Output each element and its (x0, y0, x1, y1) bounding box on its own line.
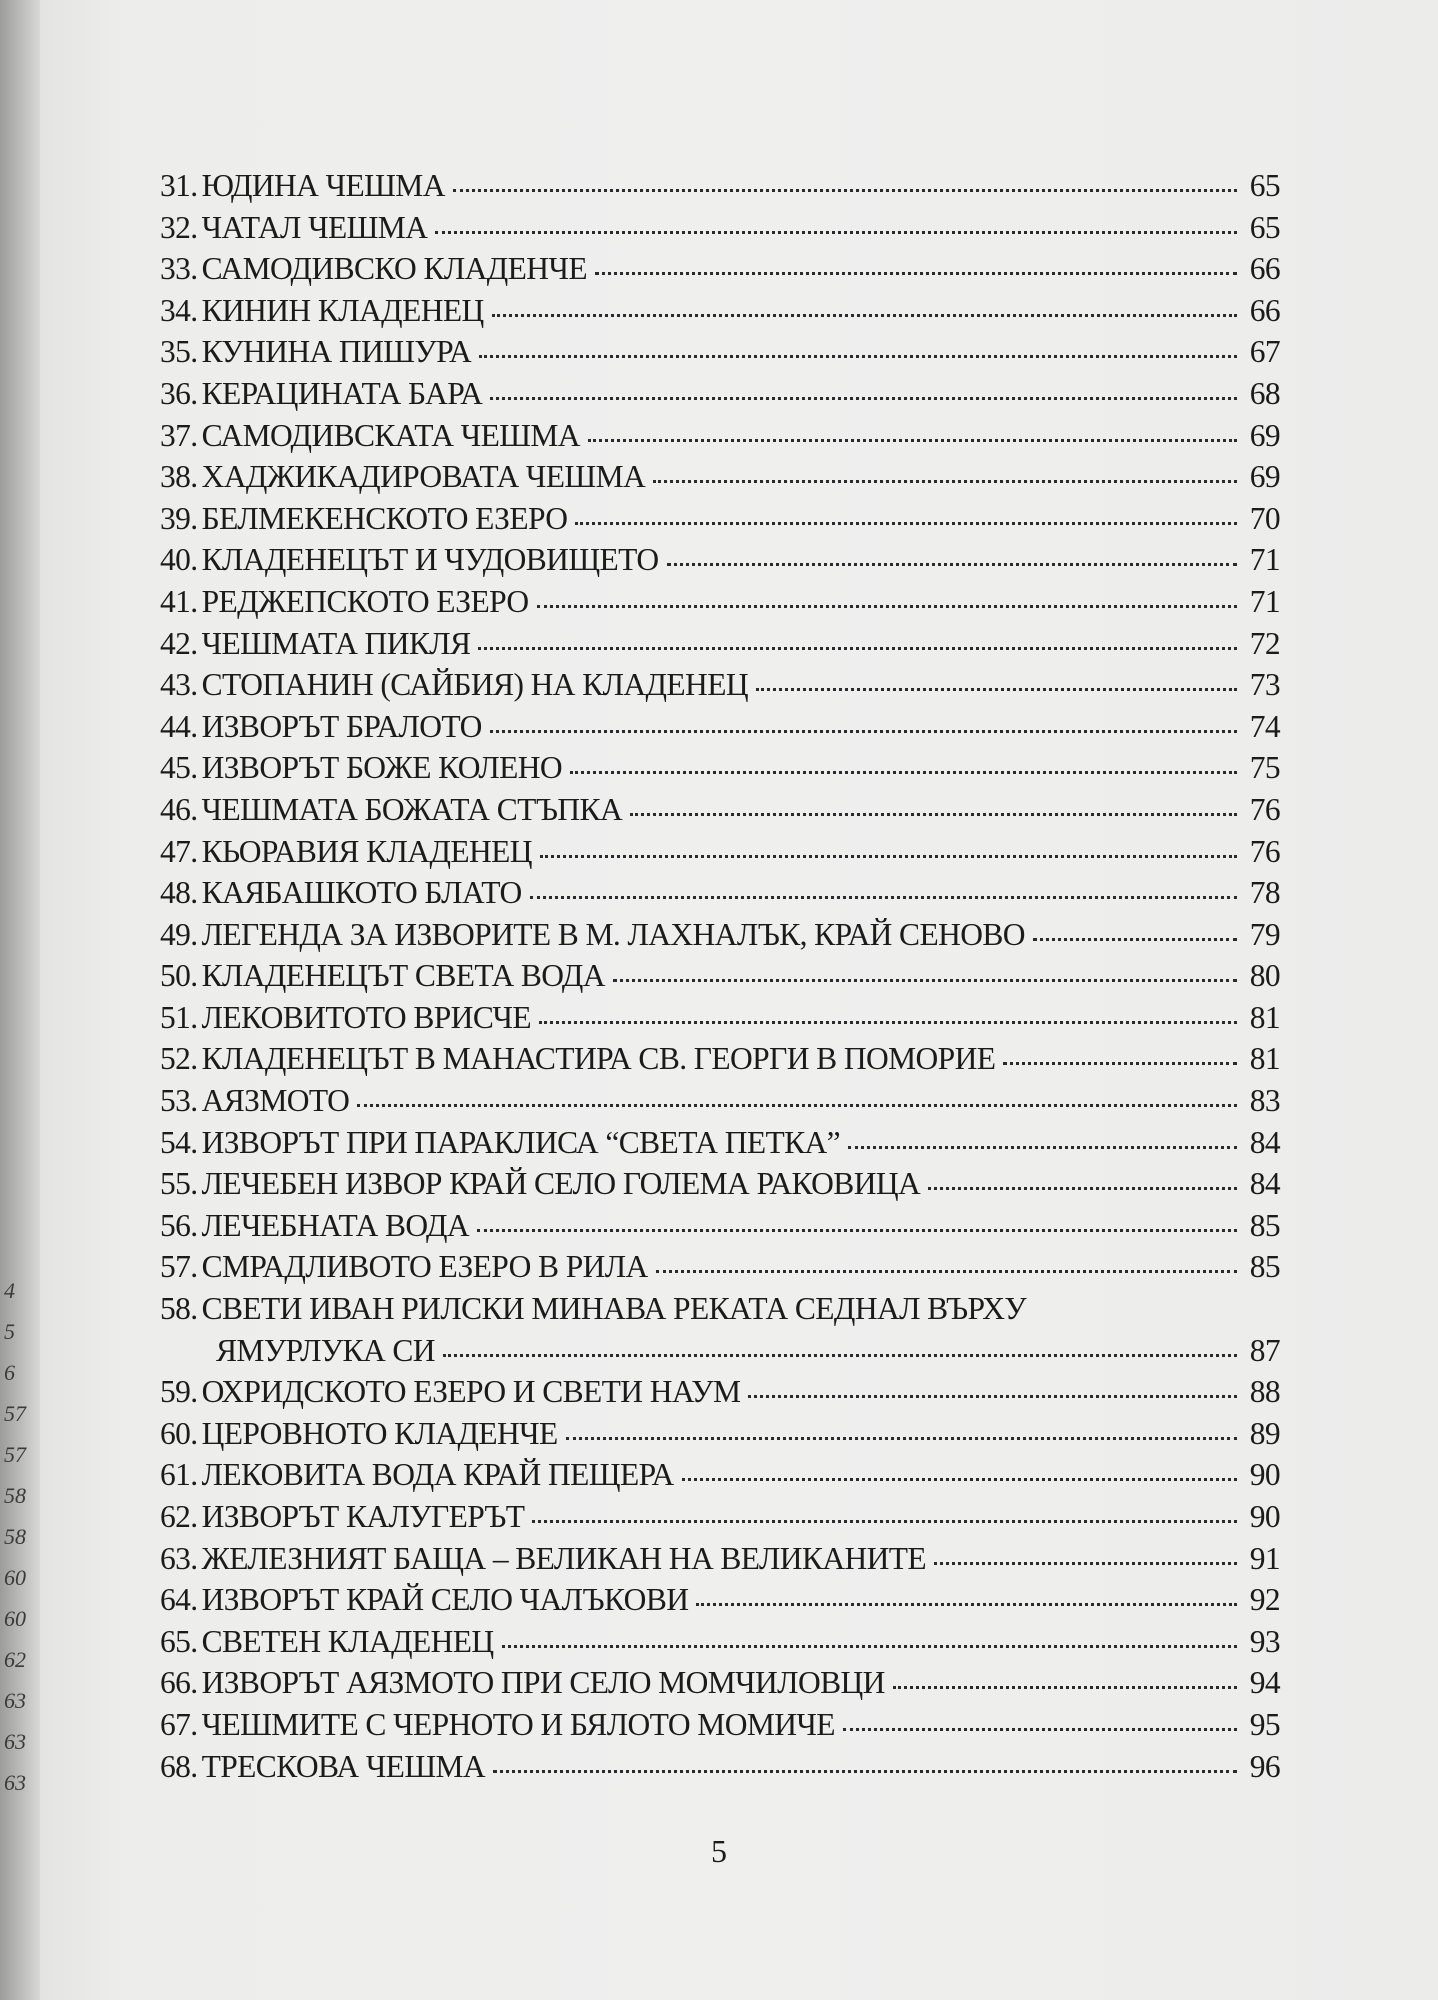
toc-entry (160, 1624, 1280, 1666)
dot-leader (1033, 938, 1237, 941)
toc-entry (160, 1208, 1280, 1250)
dot-leader (696, 1603, 1237, 1606)
toc-entry-page: 65 (1249, 168, 1280, 203)
toc-entry-number: 64. (160, 1582, 198, 1618)
toc-entry-title: КАЯБАШКОТО БЛАТО (201, 875, 522, 911)
toc-entry (160, 626, 1280, 668)
toc-entry-number: 45. (160, 750, 198, 786)
toc-entry-page: 85 (1249, 1249, 1280, 1285)
toc-entry-page: 71 (1249, 542, 1280, 578)
toc-entry-title: СТОПАНИН (САЙБИЯ) НА КЛАДЕНЕЦ (201, 667, 748, 703)
toc-entry-title: ИЗВОРЪТ ПРИ ПАРАКЛИСА “СВЕТА ПЕТКА” (201, 1124, 841, 1160)
toc-entry-page: 91 (1249, 1540, 1280, 1576)
toc-entry-number: 42. (160, 625, 198, 661)
toc-entry-title: ТРЕСКОВА ЧЕШМА (201, 1748, 486, 1784)
toc-entry-number: 35. (160, 334, 198, 370)
dot-leader (575, 522, 1237, 525)
bleed-through-number: 58 (4, 1483, 26, 1508)
toc-entry-number: 48. (160, 875, 198, 911)
toc-entry (160, 875, 1280, 917)
dot-leader (478, 647, 1237, 650)
toc-entry-page: 70 (1249, 500, 1280, 536)
toc-entry-title: ЛЕЧЕБЕН ИЗВОР КРАЙ СЕЛО ГОЛЕМА РАКОВИЦА (201, 1166, 921, 1202)
toc-entry-number: 55. (160, 1166, 198, 1202)
toc-entry-title: КЬОРАВИЯ КЛАДЕНЕЦ (201, 833, 532, 869)
toc-entry-title: ЧЕШМАТА БОЖАТА СТЪПКА (201, 791, 623, 827)
toc-entry (160, 542, 1280, 584)
dot-leader (667, 563, 1237, 566)
toc-entry-number: 58. (160, 1291, 198, 1327)
toc-entry (160, 251, 1280, 293)
toc-entry-title: АЯЗМОТО (201, 1083, 350, 1119)
toc-entry-page: 94 (1249, 1665, 1280, 1701)
dot-leader (453, 189, 1237, 192)
bleed-through-numbers (4, 1270, 44, 1803)
toc-entry-title: ОХРИДСКОТО ЕЗЕРО И СВЕТИ НАУМ (201, 1374, 741, 1410)
toc-entry (160, 376, 1280, 418)
toc-entry-page: 73 (1249, 667, 1280, 703)
dot-leader (748, 1395, 1237, 1398)
toc-entry (160, 917, 1280, 959)
toc-entry-title: ИЗВОРЪТ КРАЙ СЕЛО ЧАЛЪКОВИ (201, 1582, 689, 1618)
toc-entry-number: 47. (160, 833, 198, 869)
toc-entry-number: 39. (160, 500, 198, 536)
dot-leader (570, 771, 1237, 774)
toc-entry-page: 69 (1249, 417, 1280, 453)
toc-entry-page: 81 (1249, 1041, 1280, 1077)
toc-entry-page: 89 (1249, 1415, 1280, 1451)
toc-entry-page: 67 (1249, 334, 1280, 370)
toc-entry-title: КЛАДЕНЕЦЪТ СВЕТА ВОДА (201, 958, 605, 994)
toc-entry (160, 792, 1280, 834)
toc-entry-number: 52. (160, 1041, 198, 1077)
toc-entry-number: 68. (160, 1748, 198, 1784)
toc-entry-number: 65. (160, 1623, 198, 1659)
dot-leader (934, 1562, 1237, 1565)
toc-entry (160, 1041, 1280, 1083)
toc-entry-number: 50. (160, 958, 198, 994)
toc-entry-page: 88 (1249, 1374, 1280, 1410)
toc-entry-number: 51. (160, 999, 198, 1035)
bleed-through-number: 4 (4, 1278, 15, 1303)
dot-leader (435, 231, 1237, 234)
dot-leader (656, 1270, 1237, 1273)
toc-entry-title: САМОДИВСКАТА ЧЕШМА (201, 417, 580, 453)
bleed-through-number: 5 (4, 1319, 15, 1344)
toc-entry (160, 293, 1280, 335)
toc-entry-title: ИЗВОРЪТ БРАЛОТО (201, 708, 482, 744)
dot-leader (653, 480, 1237, 483)
toc-entry-number: 54. (160, 1124, 198, 1160)
toc-entry-title: КУНИНА ПИШУРА (201, 334, 472, 370)
dot-leader (540, 855, 1237, 858)
toc-entry (160, 501, 1280, 543)
toc-entry (160, 1499, 1280, 1541)
toc-entry-page: 90 (1249, 1457, 1280, 1493)
toc-entry-page: 81 (1249, 999, 1280, 1035)
toc-entry-title: КЛАДЕНЕЦЪТ И ЧУДОВИЩЕТО (201, 542, 659, 578)
dot-leader (588, 439, 1237, 442)
toc-entry-title: ЛЕКОВИТА ВОДА КРАЙ ПЕЩЕРА (201, 1457, 674, 1493)
toc-entry (160, 1665, 1280, 1707)
toc-entry (160, 1083, 1280, 1125)
toc-entry-number: 41. (160, 583, 198, 619)
toc-entry-page: 65 (1249, 209, 1280, 245)
dot-leader (530, 896, 1237, 899)
toc-entry (160, 1249, 1280, 1291)
toc-entry-number: 38. (160, 459, 198, 495)
toc-entry (160, 1000, 1280, 1042)
toc-entry-number: 53. (160, 1083, 198, 1119)
page-number: 5 (711, 1833, 727, 1869)
toc-entry-page: 87 (1249, 1332, 1280, 1368)
toc-entry-title: ЧЕШМАТА ПИКЛЯ (201, 625, 471, 661)
bleed-through-number: 62 (4, 1647, 26, 1672)
toc-entry-title: ЛЕКОВИТОТО ВРИСЧЕ (201, 999, 531, 1035)
toc-entry-title: ЮДИНА ЧЕШМА (201, 168, 445, 203)
dot-leader (532, 1520, 1237, 1523)
toc-entry (160, 1125, 1280, 1167)
toc-entry-page: 76 (1249, 833, 1280, 869)
toc-entry-number: 62. (160, 1499, 198, 1534)
dot-leader (630, 813, 1237, 816)
bleed-through-number: 63 (4, 1770, 26, 1795)
toc-entry (160, 334, 1280, 376)
dot-leader (566, 1437, 1237, 1440)
toc-entry-page: 93 (1249, 1623, 1280, 1659)
toc-entry-page: 85 (1249, 1207, 1280, 1243)
toc-entry-page: 68 (1249, 375, 1280, 411)
toc-entry-title: ЛЕЧЕБНАТА ВОДА (201, 1207, 470, 1243)
toc-entry-number: 67. (160, 1706, 198, 1742)
toc-entry (160, 1541, 1280, 1583)
toc-entry-page: 90 (1249, 1499, 1280, 1534)
toc-entry-title: ЖЕЛЕЗНИЯТ БАЩА – ВЕЛИКАН НА ВЕЛИКАНИТЕ (201, 1540, 927, 1576)
dot-leader (479, 355, 1237, 358)
toc-entry-title: ХАДЖИКАДИРОВАТА ЧЕШМА (201, 459, 646, 495)
toc-entry-page: 96 (1249, 1748, 1280, 1784)
toc-entry-number: 34. (160, 292, 198, 328)
toc-entry (160, 1582, 1280, 1624)
toc-entry-number: 33. (160, 251, 198, 287)
dot-leader (843, 1728, 1237, 1731)
dot-leader (613, 979, 1237, 982)
toc-entry-number: 66. (160, 1665, 198, 1701)
dot-leader (928, 1187, 1237, 1190)
toc-entry (160, 1707, 1280, 1749)
toc-entry-title: ЧАТАЛ ЧЕШМА (201, 209, 428, 245)
dot-leader (357, 1104, 1237, 1107)
bleed-through-number: 60 (4, 1606, 26, 1631)
bleed-through-number: 60 (4, 1565, 26, 1590)
toc-entry (160, 1416, 1280, 1458)
toc-entry-title: КЛАДЕНЕЦЪТ В МАНАСТИРА СВ. ГЕОРГИ В ПОМОРИЕ (201, 1041, 996, 1077)
toc-entry (160, 168, 1280, 210)
dot-leader (537, 605, 1237, 608)
toc-entry (160, 1291, 1280, 1333)
toc-entry-number: 57. (160, 1249, 198, 1285)
toc-entry-number: 37. (160, 417, 198, 453)
bleed-through-number: 6 (4, 1360, 15, 1385)
toc-entry-title: ИЗВОРЪТ АЯЗМОТО ПРИ СЕЛО МОМЧИЛОВЦИ (201, 1665, 885, 1701)
toc-entry (160, 958, 1280, 1000)
toc-entry (160, 1749, 1280, 1791)
dot-leader (893, 1686, 1237, 1689)
toc-entry (160, 210, 1280, 252)
toc-entry-title: СМРАДЛИВОТО ЕЗЕРО В РИЛА (201, 1249, 648, 1285)
toc-entry-number: 32. (160, 209, 198, 245)
bleed-through-number: 63 (4, 1688, 26, 1713)
toc-entry-title: СВЕТИ ИВАН РИЛСКИ МИНАВА РЕКАТА СЕДНАЛ ВЪРХУ (201, 1291, 1027, 1327)
toc-entry-number: 63. (160, 1540, 198, 1576)
toc-entry-title: РЕДЖЕПСКОТО ЕЗЕРО (201, 583, 529, 619)
toc-entry-page: 74 (1249, 708, 1280, 744)
toc-entry-page: 71 (1249, 583, 1280, 619)
dot-leader (502, 1645, 1237, 1648)
dot-leader (477, 1229, 1237, 1232)
toc-entry-continuation (160, 1333, 1280, 1375)
bleed-through-number: 63 (4, 1729, 26, 1754)
toc-entry-page: 75 (1249, 750, 1280, 786)
dot-leader (492, 314, 1237, 317)
toc-entry-title: ИЗВОРЪТ БОЖЕ КОЛЕНО (201, 750, 563, 786)
dot-leader (443, 1354, 1237, 1357)
toc-entry (160, 1457, 1280, 1499)
toc-entry-number: 46. (160, 791, 198, 827)
toc-entry-page: 76 (1249, 791, 1280, 827)
toc-entry (160, 584, 1280, 626)
toc-entry-page: 83 (1249, 1083, 1280, 1119)
toc-entry-title: ЛЕГЕНДА ЗА ИЗВОРИТЕ В М. ЛАХНАЛЪК, КРАЙ СЕНОВО (201, 916, 1025, 952)
toc-entry-title: КЕРАЦИНАТА БАРА (201, 375, 483, 411)
dot-leader (756, 688, 1237, 691)
toc-entry-page: 78 (1249, 875, 1280, 911)
toc-entry-number: 43. (160, 667, 198, 703)
dot-leader (1003, 1062, 1237, 1065)
toc-entry-title: БЕЛМЕКЕНСКОТО ЕЗЕРО (201, 500, 568, 536)
toc-entry-title: ЦЕРОВНОТО КЛАДЕНЧЕ (201, 1415, 558, 1451)
dot-leader (493, 1770, 1237, 1773)
bleed-through-number: 57 (4, 1401, 26, 1426)
toc-entry-title: ЧЕШМИТЕ С ЧЕРНОТО И БЯЛОТО МОМИЧЕ (201, 1706, 835, 1742)
toc-entry-number: 49. (160, 916, 198, 952)
toc-entry-number: 31. (160, 168, 198, 203)
toc-entry (160, 709, 1280, 751)
toc-entry-page: 79 (1249, 916, 1280, 952)
toc-entry-number: 59. (160, 1374, 198, 1410)
toc-entry-title: СВЕТЕН КЛАДЕНЕЦ (201, 1623, 494, 1659)
toc-entry (160, 834, 1280, 876)
dot-leader (490, 730, 1237, 733)
table-of-contents (160, 168, 1280, 1790)
toc-entry-page: 66 (1249, 251, 1280, 287)
bleed-through-number: 57 (4, 1442, 26, 1467)
toc-entry (160, 1166, 1280, 1208)
toc-entry-page: 80 (1249, 958, 1280, 994)
toc-entry-page: 92 (1249, 1582, 1280, 1618)
toc-entry-title: ИЗВОРЪТ КАЛУГЕРЪТ (201, 1499, 525, 1534)
toc-entry (160, 750, 1280, 792)
dot-leader (848, 1146, 1237, 1149)
toc-entry-page: 69 (1249, 459, 1280, 495)
toc-entry-number: 60. (160, 1415, 198, 1451)
dot-leader (682, 1478, 1237, 1481)
toc-entry (160, 459, 1280, 501)
toc-entry-number: 44. (160, 708, 198, 744)
toc-entry-page: 95 (1249, 1706, 1280, 1742)
toc-entry-number: 61. (160, 1457, 198, 1493)
dot-leader (490, 397, 1237, 400)
toc-entry (160, 1374, 1280, 1416)
toc-entry-page: 72 (1249, 625, 1280, 661)
toc-entry-page: 66 (1249, 292, 1280, 328)
toc-entry (160, 667, 1280, 709)
toc-entry-page: 84 (1249, 1166, 1280, 1202)
toc-entry (160, 418, 1280, 460)
toc-entry-number: 36. (160, 375, 198, 411)
toc-entry-title-continuation: ЯМУРЛУКА СИ (216, 1332, 435, 1368)
toc-entry-title: КИНИН КЛАДЕНЕЦ (201, 292, 484, 328)
toc-entry-title: САМОДИВСКО КЛАДЕНЧЕ (201, 251, 587, 287)
dot-leader (595, 272, 1237, 275)
bleed-through-number: 58 (4, 1524, 26, 1549)
toc-entry-page: 84 (1249, 1124, 1280, 1160)
toc-entry-number: 56. (160, 1207, 198, 1243)
dot-leader (539, 1021, 1237, 1024)
toc-entry-number: 40. (160, 542, 198, 578)
